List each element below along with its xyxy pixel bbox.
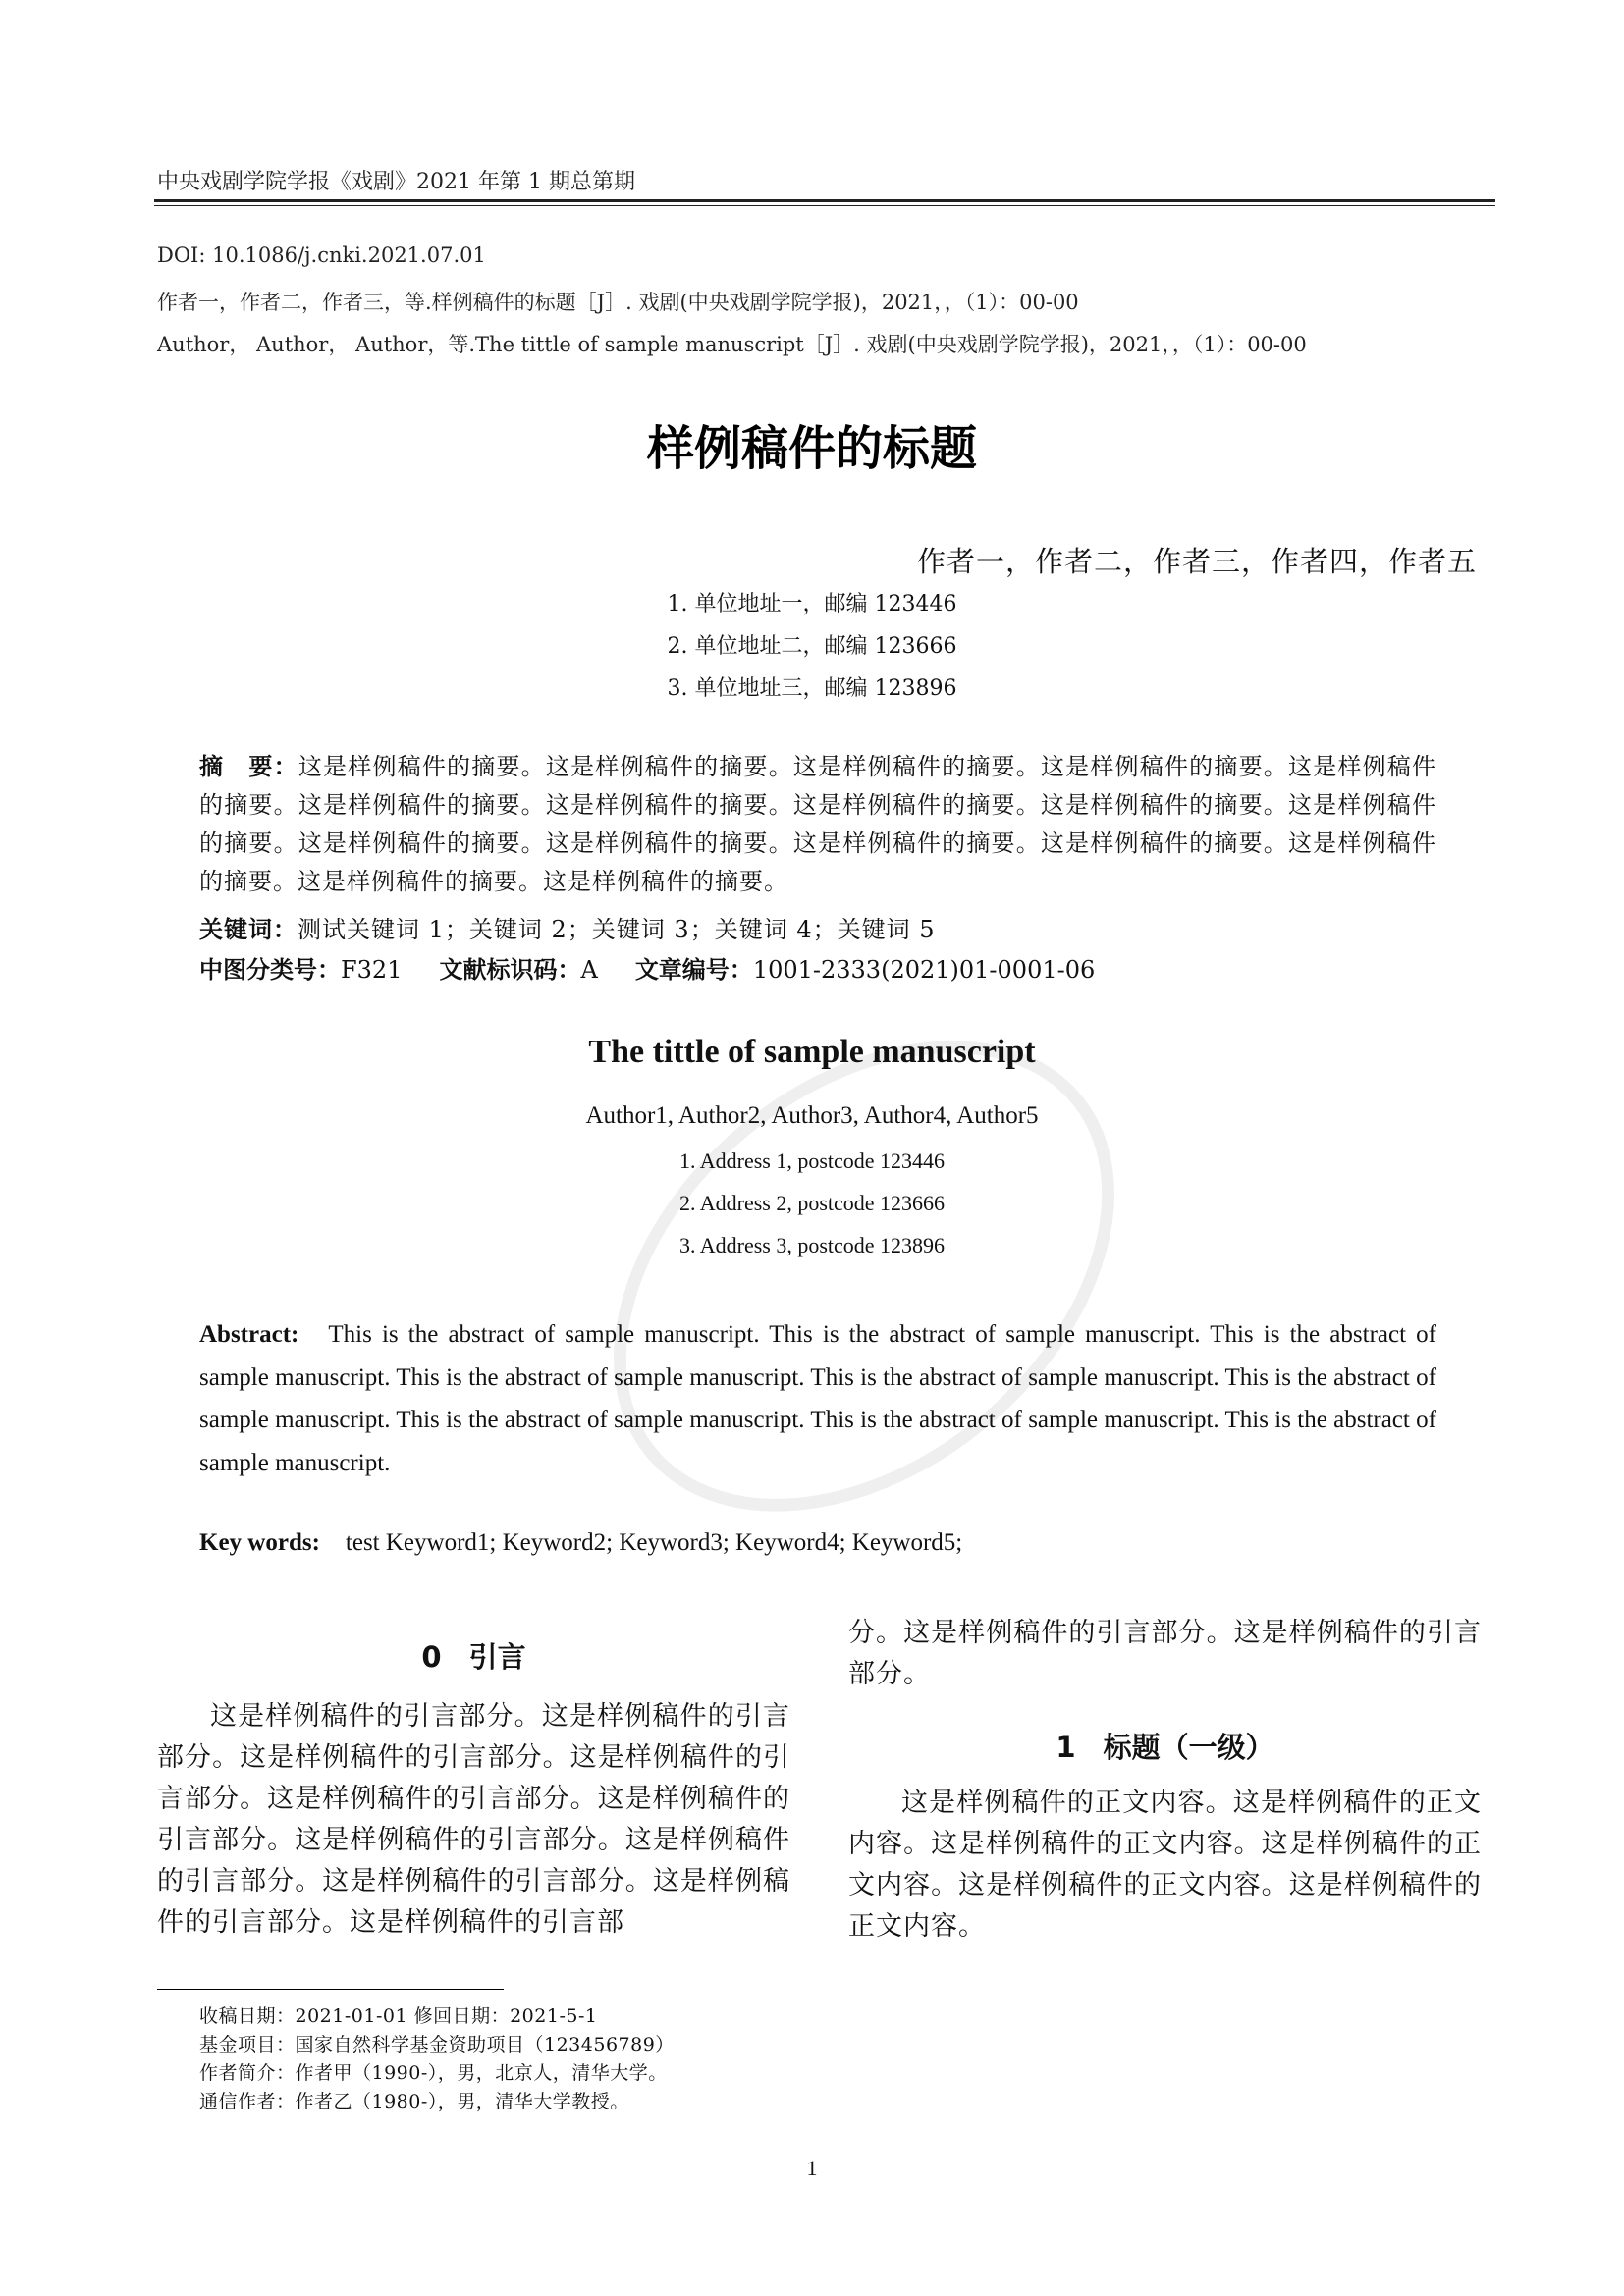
doc-code-label: 文献标识码：	[439, 956, 581, 984]
abstract-en-text: This is the abstract of sample manuscript. This is the abstract of sample manuscript. This is the abstract of sample manuscript. This is the abstract of sample manuscript. This is the abstract of sample manuscript. This is the abstract of sample manuscript. This is the abstract of sample manuscript. This is the abstract of sample manuscript. This is the abstract of sample manuscript.	[199, 1321, 1436, 1476]
abstract-cn-text: 这是样例稿件的摘要。这是样例稿件的摘要。这是样例稿件的摘要。这是样例稿件的摘要。这是样例稿件的摘要。这是样例稿件的摘要。这是样例稿件的摘要。这是样例稿件的摘要。这是样例稿件的摘要。这是样例稿件的摘要。这是样例稿件的摘要。这是样例稿件的摘要。这是样例稿件的摘要。这是样例稿件的摘要。这是样例稿件的摘要。这是样例稿件的摘要。这是样例稿件的摘要。	[199, 753, 1437, 895]
citation-cn: 作者一，作者二，作者三，等.样例稿件的标题［J］. 戏剧(中央戏剧学院学报)，2021，，（1）：00-00	[157, 291, 1079, 314]
keywords-cn	[199, 910, 936, 944]
section-heading-intro	[157, 1635, 790, 1676]
affiliation-en-3: 3. Address 3, postcode 123896	[678, 1233, 946, 1257]
keywords-cn-text: 测试关键词 1；关键词 2；关键词 3；关键词 4；关键词 5	[298, 916, 936, 943]
affiliation-en-2: 2. Address 2, postcode 123666	[678, 1191, 946, 1215]
abstract-en-label: Abstract:	[199, 1321, 299, 1348]
doc-code-value: A	[580, 956, 598, 984]
article-number-value: 1001-2333(2021)01-0001-06	[752, 956, 1096, 984]
abstract-cn-label: 摘 要：	[199, 753, 298, 780]
section-title-1: 标题（一级）	[1103, 1731, 1274, 1764]
clc-label: 中图分类号：	[199, 956, 341, 984]
authors-en: Author1, Author2, Author3, Author4, Author5	[585, 1102, 1039, 1129]
footnote-rule	[157, 1989, 504, 1990]
affiliation-cn-2: 2. 单位地址二，邮编 123666	[667, 634, 957, 659]
page-number: 1	[806, 2156, 818, 2180]
article-number-label: 文章编号：	[634, 956, 753, 984]
footnote-funding: 基金项目：国家自然科学基金资助项目（123456789）	[199, 2034, 675, 2056]
footnote-corresponding: 通信作者：作者乙（1980-），男，清华大学教授。	[199, 2091, 629, 2112]
abstract-en	[199, 1313, 1436, 1484]
section-number-intro: 0	[421, 1640, 442, 1674]
section-heading-1	[848, 1726, 1482, 1766]
authors-cn: 作者一，作者二，作者三，作者四，作者五	[916, 545, 1477, 578]
section-number-1: 1	[1056, 1731, 1076, 1764]
citation-en: Author， Author， Author，等.The tittle of sample manuscript［J］. 戏剧(中央戏剧学院学报)，2021，，（1）：00-00	[157, 333, 1307, 356]
keywords-en-text: test Keyword1; Keyword2; Keyword3; Keyword4; Keyword5;	[345, 1529, 963, 1556]
keywords-cn-label: 关键词：	[199, 916, 298, 943]
footnote-received: 收稿日期：2021-01-01 修回日期：2021-5-1	[199, 2005, 598, 2027]
intro-paragraph-continued: 分。这是样例稿件的引言部分。这是样例稿件的引言部分。	[848, 1618, 1482, 1689]
clc-value: F321	[341, 956, 403, 984]
affiliation-cn-1: 1. 单位地址一，邮编 123446	[667, 592, 957, 616]
section-title-intro: 引言	[468, 1640, 526, 1674]
running-header: 中央戏剧学院学报《戏剧》2021 年第 1 期总第期	[157, 170, 635, 194]
keywords-en-label: Key words:	[199, 1529, 320, 1556]
page-title: 样例稿件的标题	[646, 421, 977, 476]
section-1-paragraph: 这是样例稿件的正文内容。这是样例稿件的正文内容。这是样例稿件的正文内容。这是样例稿件的正文内容。这是样例稿件的正文内容。这是样例稿件的正文内容。	[848, 1788, 1482, 1942]
affiliation-cn-3: 3. 单位地址三，邮编 123896	[667, 676, 957, 701]
affiliation-en-1: 1. Address 1, postcode 123446	[678, 1148, 946, 1173]
abstract-cn	[199, 748, 1436, 901]
keywords-en	[199, 1529, 962, 1557]
intro-paragraph-left: 这是样例稿件的引言部分。这是样例稿件的引言部分。这是样例稿件的引言部分。这是样例稿件的引言部分。这是样例稿件的引言部分。这是样例稿件的引言部分。这是样例稿件的引言部分。这是样例稿件的引言部分。这是样例稿件的引言部分。这是样例稿件的引言部分。这是样例稿件的引言部	[157, 1701, 790, 1938]
doi-line: DOI: 10.1086/j.cnki.2021.07.01	[157, 243, 486, 267]
header-rule-thick	[154, 199, 1495, 202]
title-en: The tittle of sample manuscript	[588, 1034, 1036, 1070]
footnote-author-bio: 作者简介：作者甲（1990-），男，北京人，清华大学。	[199, 2062, 668, 2084]
header-rule-thin	[154, 205, 1495, 206]
